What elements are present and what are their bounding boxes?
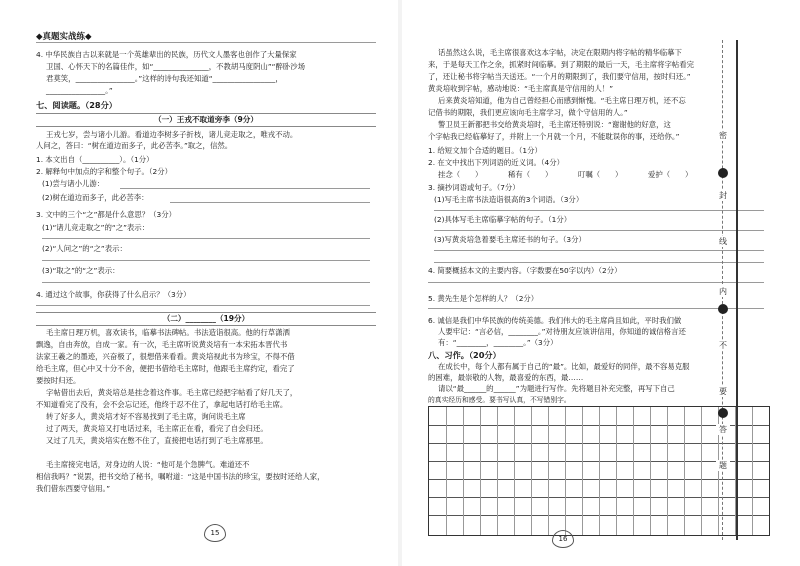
- section-badge: ◆真题实战练◆: [36, 32, 92, 42]
- synonym-1: 挂念（ ）: [438, 170, 483, 179]
- page-number: 15: [204, 524, 226, 542]
- part1-title: （一）王戎不取道旁李（9分）: [36, 113, 376, 127]
- answer-line: [36, 305, 370, 306]
- answer-line: [434, 250, 764, 251]
- binding-hole: [718, 168, 728, 178]
- part2-passage-10: 又过了几天，黄炎培实在憋不住了，直接把电话打到了毛主席那里。: [46, 436, 268, 445]
- part2-passage-12: 相信我吗？”说罢，把书交给了秘书，嘱咐道：“这是中国书法的珍宝，要按时还给人家，: [36, 472, 325, 481]
- answer-line: [434, 230, 764, 231]
- right-q3b: (2)具体写毛主席临摹字帖的句子。（1分）: [434, 215, 572, 224]
- answer-line: [428, 282, 764, 283]
- binding-char: 内: [716, 286, 730, 297]
- synonym-2: 稀有（ ）: [508, 170, 553, 179]
- right-q5: 5. 黄先生是个怎样的人？（2分）: [428, 294, 539, 303]
- part2-passage-7: 不知道看完了没有，会不会忘记还，他终于忍不住了，拿起电话打给毛主席。: [36, 400, 288, 409]
- q4-line1: 4. 中华民族自古以来就是一个英雄辈出的民族，历代文人墨客也创作了大量保家: [36, 50, 297, 59]
- part1-passage-2: 人问之，答曰：“树在道边而多子，此必苦李。”取之，信然。: [36, 141, 233, 150]
- binding-char: 线: [716, 236, 730, 247]
- q4-line4: ________________。”: [46, 86, 113, 95]
- right-passage-8: 个字帖我已经临摹好了，并附上一个月就一个月，不能耽误你的事，还给你。”: [428, 132, 680, 141]
- binding-char: 密: [716, 130, 730, 141]
- answer-line: [170, 202, 370, 203]
- part2-passage-6: 字帖借出去后，黄炎培总是挂念着这件事。毛主席已经把字帖看了好几天了，: [46, 388, 298, 397]
- binding-strip: [716, 40, 730, 540]
- part2-passage-9: 过了两天，黄炎培又打电话过来，毛主席正在看，看完了自会归还。: [46, 424, 268, 433]
- part1-q2a: (1)尝与诸小儿游：: [42, 179, 105, 188]
- synonym-3: 叮嘱（ ）: [578, 170, 623, 179]
- right-passage-5: 后来黄炎培知道，他为自己曾经担心而感到惭愧。“毛主席日理万机，还不忘: [438, 96, 686, 105]
- prompt-line3: 请以“最______的______”为题进行写作。先将题目补充完整，再写下自己: [438, 384, 675, 393]
- right-q6-line3: 有：“________，________。”（3分）: [438, 338, 558, 347]
- page-gutter: [398, 0, 402, 566]
- part2-passage-8: 转了好多人，黄炎培才好不容易找到了毛主席，询问说毛主席: [46, 412, 246, 421]
- binding-hole: [718, 408, 728, 418]
- right-passage-1: 话虽然这么说，毛主席很喜欢这本字帖，决定在限期内将字帖的精华临摹下: [438, 48, 682, 57]
- right-page: [404, 0, 800, 566]
- answer-line: [434, 262, 764, 263]
- binding-rule: [736, 40, 738, 540]
- answer-line: [42, 238, 370, 239]
- part2-passage-4: 给毛主席，但心中又十分不舍，便把书借给毛主席时，他跟毛主席约定，看完了: [36, 364, 295, 373]
- part1-q1: 1. 本文出自（__________）。（1分）: [36, 155, 154, 164]
- binding-hole: [718, 304, 728, 314]
- section-7-heading: 七、阅读题。（28分）: [36, 100, 117, 110]
- part2-passage-2: 飘逸，自由奔放，自成一家。有一次，毛主席听说黄炎培有一本宋拓本晋代书: [36, 340, 288, 349]
- answer-line: [434, 210, 764, 211]
- right-q1: 1. 给短文加个合适的题目。（1分）: [428, 146, 542, 155]
- answer-line: [120, 188, 370, 189]
- binding-char: 答: [716, 424, 730, 435]
- binding-char: 要: [716, 386, 730, 397]
- part1-q2: 2. 解释句中加点的字和整个句子。（2分）: [36, 167, 173, 176]
- right-q3a: (1)写毛主席书法造诣很高的3个词语。（3分）: [434, 195, 584, 204]
- right-q6-line2: 人要牢记：“言必信，________。”对待朋友应该讲信用，你知道的诚信格言还: [438, 327, 686, 336]
- answer-line: [42, 260, 370, 261]
- part1-passage-1: 王戎七岁，尝与诸小儿游。看道边李树多子折枝，诸儿竞走取之，唯戎不动。: [46, 130, 298, 139]
- part1-q3b: (2)“人问之”的“之”表示：: [42, 244, 127, 253]
- left-page: [0, 0, 396, 566]
- right-q3c: (3)写黄炎培急着要毛主席还书的句子。（3分）: [434, 235, 586, 244]
- answer-line: [428, 308, 764, 309]
- binding-char: 封: [716, 190, 730, 201]
- binding-char: 不: [716, 340, 730, 351]
- part1-q3c: (3)“取之”的“之”表示：: [42, 266, 120, 275]
- right-q6-line1: 6. 诚信是我们中华民族的传统美德。我们伟大的毛主席尚且如此，平时我们做: [428, 316, 682, 325]
- part2-passage-13: 我们借东西要守信用。”: [36, 484, 111, 493]
- right-q2: 2. 在文中找出下列词语的近义词。（4分）: [428, 158, 565, 167]
- part2-passage-3: 法家王羲之的墨迹，兴奋极了，很想借来看看。黄炎培视此书为珍宝，不得不借: [36, 352, 295, 361]
- q4-line3: 君莫笑，________________。”这样的诗句我还知道“_________________，: [46, 74, 283, 83]
- answer-line: [42, 282, 370, 283]
- part1-q2b: (2)树在道边而多子，此必苦李：: [42, 193, 149, 202]
- right-passage-4: 黄炎培收到字帖，感动地说：“毛主席真是守信用的人！”: [428, 84, 614, 93]
- part2-passage-5: 要按时归还。: [36, 376, 81, 385]
- prompt-line1: 在成长中，每个人都有属于自己的“最”。比如，最爱好的同伴，最不容易克服: [438, 362, 690, 371]
- binding-char: 题: [716, 460, 730, 471]
- page-number: 16: [552, 530, 574, 548]
- prompt-line4: 的真实经历和感受。要书写认真，不写错别字。: [428, 396, 571, 404]
- q4-line2: 卫国、心怀天下的名篇佳作，如“_______________，不教胡马度阴山”“醉卧沙场: [46, 62, 306, 71]
- right-passage-2: 来，于是每天工作之余，抓紧时间临摹。到了期限的最后一天，毛主席将字帖看完: [428, 60, 695, 69]
- part1-q4: 4. 通过这个故事，你获得了什么启示？（3分）: [36, 290, 191, 299]
- part2-passage-11: 毛主席接完电话，对身边的人说：“他可是个急脾气。难道还不: [46, 460, 250, 469]
- part1-q3: 3. 文中的三个“之”都是什么意思？（3分）: [36, 210, 177, 219]
- header-rule: [36, 42, 376, 43]
- right-passage-7: 警卫员王新都把书交给黄炎培时，毛主席还特别说：“谢谢他的好意，这: [438, 120, 671, 129]
- prompt-line2: 的困难，最崇敬的人物，最喜爱的东西，最……: [428, 373, 584, 382]
- part2-passage-1: 毛主席日理万机，喜欢读书，临摹书法碑帖。书法造诣很高。他的行草潇洒: [46, 328, 290, 337]
- right-q4: 4. 简要概括本文的主要内容。（字数要在50字以内）（2分）: [428, 266, 622, 275]
- synonym-4: 爱护（ ）: [648, 170, 693, 179]
- right-passage-3: 了，还让秘书将字帖当天送还。“一个月的期限到了，我们要守信用，按时归还。”: [428, 72, 691, 81]
- part2-title: （二）________（19分）: [36, 312, 376, 326]
- part1-q3a: (1)“诸儿竞走取之”的“之”表示：: [42, 223, 150, 232]
- right-q3: 3. 摘抄词语或句子。（7分）: [428, 183, 520, 192]
- right-passage-6: 记借书的期限，我们更应该向毛主席学习，做个守信用的人。”: [428, 108, 628, 117]
- section-8-heading: 八、习作。（20分）: [428, 350, 501, 360]
